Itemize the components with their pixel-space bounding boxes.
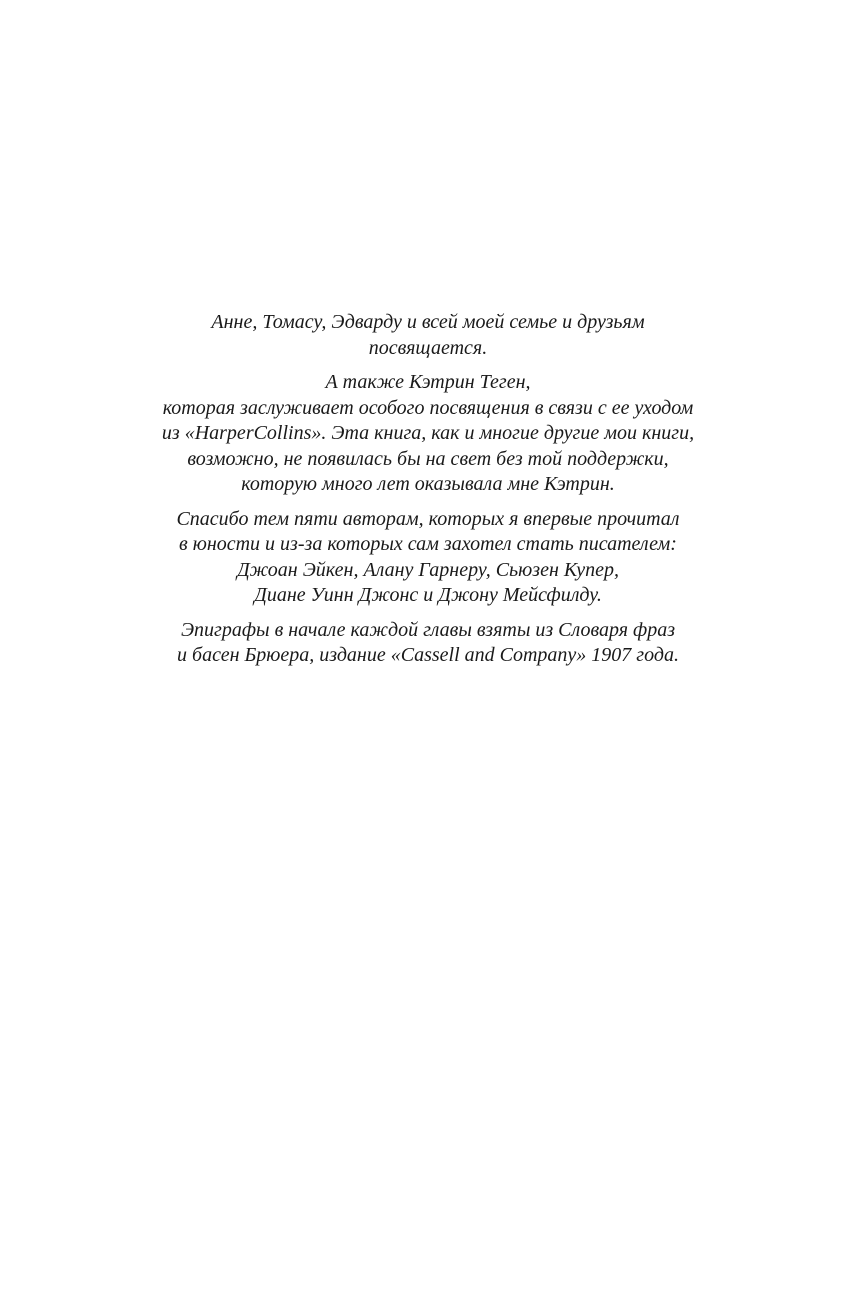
text-line: в юности и из-за которых сам захотел стать писателем: <box>179 533 677 555</box>
dedication-paragraph-authors <box>0 507 856 609</box>
text-line: Диане Уинн Джонс и Джону Мейсфилду. <box>254 584 602 606</box>
dedication-text <box>0 310 856 678</box>
text-line: из «HarperCollins». Эта книга, как и многие другие мои книги, <box>161 422 695 444</box>
dedication-paragraph-family <box>0 310 856 361</box>
text-line: Спасибо тем пяти авторам, которых я впервые прочитал <box>176 507 680 530</box>
dedication-paragraph-epigraphs <box>0 618 856 669</box>
text-line: Анне, Томасу, Эдварду и всей моей семье и друзьям <box>211 311 645 333</box>
text-line: посвящается. <box>368 336 488 359</box>
text-line: которую много лет оказывала мне Кэтрин. <box>241 473 615 495</box>
text-line: и басен Брюера, издание «Cassell and Company» 1907 года. <box>177 644 679 666</box>
text-line: которая заслуживает особого посвящения в связи с ее уходом <box>162 396 694 419</box>
text-line: возможно, не появилась бы на свет без той поддержки, <box>187 447 669 470</box>
dedication-paragraph-editor <box>0 370 856 498</box>
text-line: Эпиграфы в начале каждой главы взяты из Словаря фраз <box>180 618 676 641</box>
text-line: Джоан Эйкен, Алану Гарнеру, Сьюзен Купер, <box>236 558 620 581</box>
text-line: А также Кэтрин Теген, <box>325 371 531 393</box>
